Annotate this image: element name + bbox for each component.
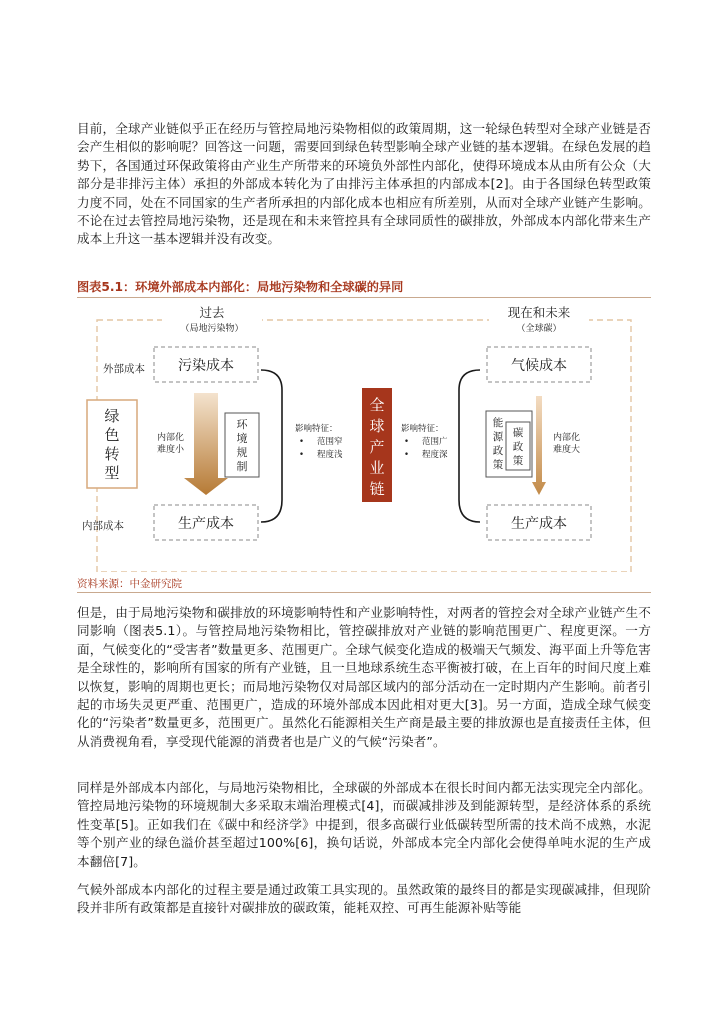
internal-cost-label: 内部成本	[82, 520, 124, 532]
right-feature-bullet-2: •	[404, 450, 410, 460]
pollution-cost-label: 污染成本	[178, 358, 234, 374]
green-char-1: 绿	[104, 407, 120, 425]
left-feature-bullet-2: •	[299, 450, 305, 460]
center-char-2: 球	[369, 417, 385, 435]
figure-title: 图表5.1：环境外部成本内部化：局地污染物和全球碳的异同	[77, 280, 404, 294]
left-features-heading: 影响特征：	[295, 424, 338, 434]
energy-char-2: 源	[492, 431, 504, 443]
left-feature-1: 范围窄	[317, 437, 343, 447]
carbon-char-3: 策	[512, 455, 524, 467]
climate-cost-label: 气候成本	[511, 358, 567, 374]
center-char-4: 业	[369, 459, 385, 477]
left-internalization-arrow	[184, 393, 228, 495]
left-degree-line-2: 难度小	[157, 445, 185, 455]
center-char-1: 全	[369, 396, 385, 414]
figure-source: 资料来源：中金研究院	[77, 578, 182, 590]
right-feature-2: 程度深	[422, 450, 448, 460]
carbon-char-1: 碳	[512, 427, 524, 439]
right-bracket	[459, 370, 480, 522]
paragraph-4: 气候外部成本内部化的过程主要是通过政策工具实现的。虽然政策的最终目的都是实现碳减排，但现阶段并非所有政策都是直接针对碳排放的碳政策，能耗双控、可再生能源补贴等能	[77, 882, 651, 916]
future-label: 现在和未来	[507, 305, 571, 320]
center-char-5: 链	[369, 480, 385, 498]
carbon-char-2: 政	[512, 441, 524, 453]
env-reg-char-2: 境	[236, 432, 248, 445]
green-char-3: 转	[104, 445, 120, 463]
env-reg-char-3: 规	[236, 446, 248, 459]
center-char-3: 产	[369, 438, 385, 456]
past-sublabel: （局地污染物）	[180, 324, 244, 334]
green-char-4: 型	[104, 464, 120, 482]
energy-char-1: 能	[492, 417, 504, 429]
right-degree-line-2: 难度大	[553, 445, 581, 455]
pollutant-carbon-diagram	[77, 300, 651, 572]
right-degree-line-1: 内部化	[553, 433, 581, 443]
production-cost-right-label: 生产成本	[511, 516, 567, 532]
right-feature-1: 范围广	[422, 437, 448, 447]
env-reg-char-4: 制	[236, 460, 248, 473]
future-sublabel: （全球碳）	[516, 324, 562, 334]
left-feature-2: 程度浅	[317, 450, 343, 460]
energy-char-3: 政	[492, 445, 504, 457]
paragraph-2: 但是，由于局地污染物和碳排放的环境影响特性和产业影响特性，对两者的管控会对全球产业链产生不同影响（图表5.1）。与管控局地污染物相比，管控碳排放对产业链的影响范围更广、程度更深。一方面，气候变化的“受害者”数量更多、范围更广。全球气候变化造成的极端天气频发、海平面上升等危害是全球性的，影响所有国家的所有产业链，且一旦地球系统生态平衡被打破，在上百年的时间尺度上难以恢复，影响的周期也更长；而局地污染物仅对局部区域内的部分活动在一定时期内产生影响。前者引起的市场失灵更严重、范围更广，造成的环境外部成本因此相对更大[3]。另一方面，造成全球气候变化的“污染者”数量更多，范围更广。虽然化石能源相关生产商是最主要的排放源也是直接责任主体，但从消费视角看，享受现代能源的消费者也是广义的气候“污染者”。	[77, 605, 651, 749]
paragraph-1: 目前，全球产业链似乎正在经历与管控局地污染物相似的政策周期，这一轮绿色转型对全球产业链是否会产生相似的影响呢？回答这一问题，需要回到绿色转型影响全球产业链的基本逻辑。在绿色发展的趋势下，各国通过环保政策将由产业生产所带来的环境负外部性内部化，使得环境成本从由所有公众（大部分是非排污主体）承担的外部成本转化为了由排污主体承担的内部成本[2]。由于各国绿色转型政策力度不同，处在不同国家的生产者所承担的内部化成本也相应有所差别，从而对全球产业链产生影响。不论在过去管控局地污染物，还是现在和未来管控具有全球同质性的碳排放，外部成本内部化带来生产成本上升这一基本逻辑并没有改变。	[77, 121, 651, 247]
figure-source-rule	[77, 592, 651, 593]
left-feature-bullet-1: •	[299, 437, 305, 447]
figure-title-rule	[77, 297, 651, 298]
energy-char-4: 策	[492, 459, 504, 471]
left-degree-line-1: 内部化	[157, 433, 185, 443]
right-feature-bullet-1: •	[404, 437, 410, 447]
right-features-heading: 影响特征：	[401, 424, 444, 434]
left-bracket	[261, 370, 282, 522]
right-internalization-arrow	[532, 396, 546, 495]
past-label: 过去	[199, 305, 225, 320]
production-cost-left-label: 生产成本	[178, 516, 234, 532]
env-reg-char-1: 环	[236, 418, 248, 431]
paragraph-3: 同样是外部成本内部化，与局地污染物相比，全球碳的外部成本在很长时间内都无法实现完全内部化。管控局地污染物的环境规制大多采取末端治理模式[4]，而碳减排涉及到能源转型，是经济体系的系统性变革[5]。正如我们在《碳中和经济学》中提到，很多高碳行业低碳转型所需的技术尚不成熟，水泥等个别产业的绿色溢价甚至超过100%[6]，换句话说，外部成本完全内部化会使得单吨水泥的生产成本翻倍[7]。	[77, 780, 651, 869]
external-cost-label: 外部成本	[103, 363, 145, 375]
green-char-2: 色	[104, 426, 120, 444]
